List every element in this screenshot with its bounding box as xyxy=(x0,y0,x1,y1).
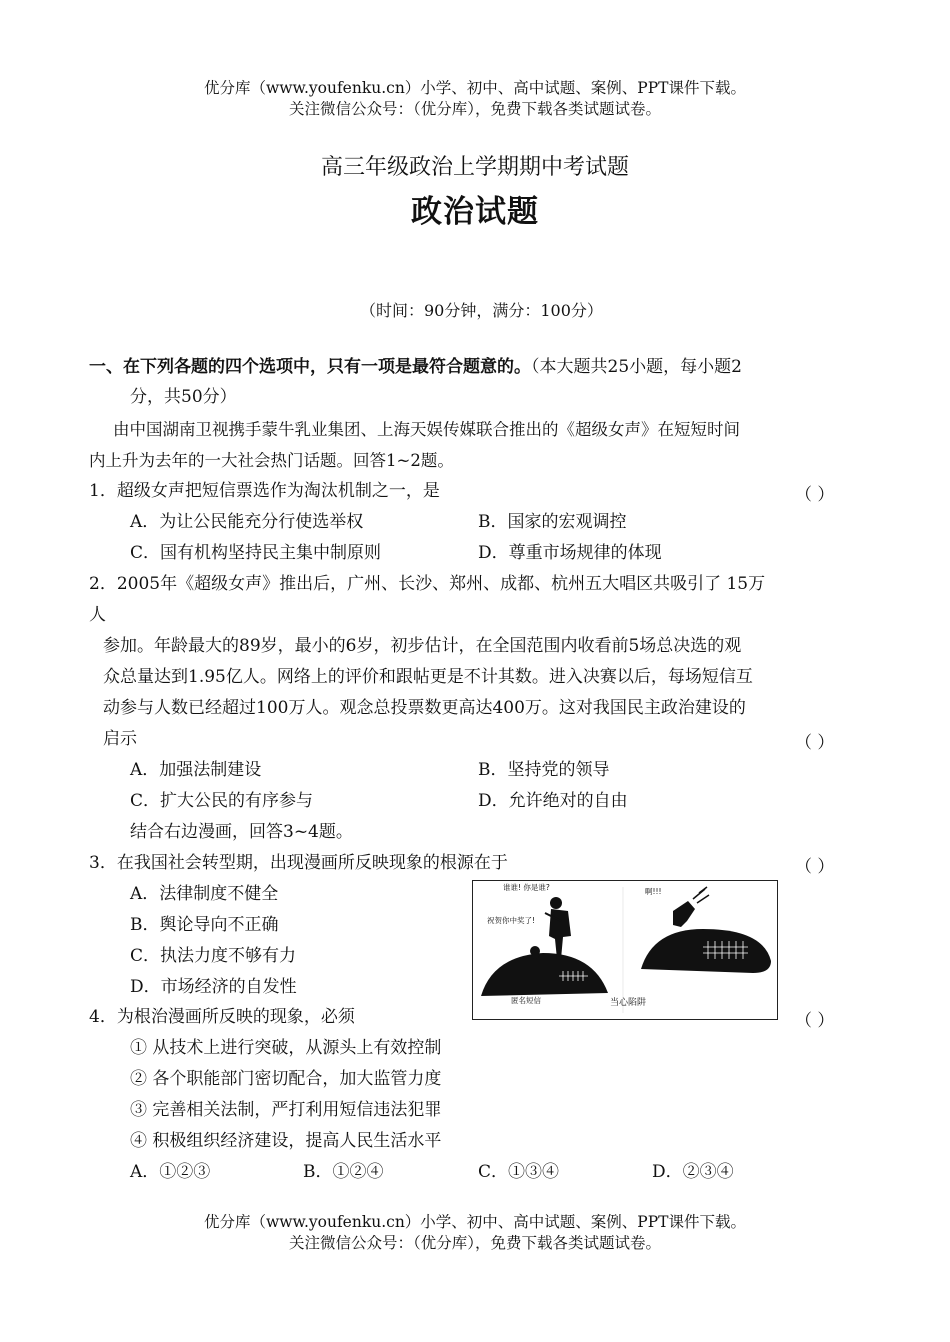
q4-item-1: ① 从技术上进行突破，从源头上有效控制 xyxy=(130,1038,442,1058)
q4-item-4: ④ 积极组织经济建设，提高人民生活水平 xyxy=(130,1131,442,1151)
cartoon-image xyxy=(472,880,778,1020)
exam-time: （时间：90分钟，满分：100分） xyxy=(360,301,603,320)
cartoon-hill-left xyxy=(481,953,608,996)
q4-stem: 4．为根治漫画所反映的现象，必须 xyxy=(89,1007,355,1027)
q4-option-d[interactable]: D．②③④ xyxy=(652,1162,734,1182)
q2-line-3: 参加。年龄最大的89岁，最小的6岁，初步估计，在全国范围内收看前5场总决选的观 xyxy=(103,636,742,656)
passage-line-1: 由中国湖南卫视携手蒙牛乳业集团、上海天娱传媒联合推出的《超级女声》在短短时间 xyxy=(113,420,740,439)
cartoon-bubble-1: 谁谁! 你是谁? xyxy=(503,883,550,892)
q2-line-5: 动参与人数已经超过100万人。观念总投票数更高达400万。这对我国民主政治建设的 xyxy=(103,698,746,718)
q4-item-2: ② 各个职能部门密切配合，加大监管力度 xyxy=(130,1069,442,1089)
q4-item-3: ③ 完善相关法制，严打利用短信违法犯罪 xyxy=(130,1100,442,1120)
section-note-b: 分，共50分） xyxy=(130,387,237,407)
q2-option-c[interactable]: C．扩大公民的有序参与 xyxy=(130,791,314,811)
q1-option-a[interactable]: A．为让公民能充分行使选举权 xyxy=(130,512,364,532)
section-note-a: （本大题共25小题，每小题2 xyxy=(531,357,742,377)
q3-option-c[interactable]: C．执法力度不够有力 xyxy=(130,946,297,966)
section-heading xyxy=(89,356,742,378)
q3-option-b[interactable]: B．舆论导向不正确 xyxy=(130,915,279,935)
cartoon-caption-right: 当心陷阱 xyxy=(610,998,647,1008)
q2-option-a[interactable]: A．加强法制建设 xyxy=(130,760,262,780)
q3-option-d[interactable]: D．市场经济的自发性 xyxy=(130,977,297,997)
q2-line-2: 人 xyxy=(89,605,106,625)
cartoon-intro: 结合右边漫画，回答3~4题。 xyxy=(130,822,353,842)
cartoon-drawing xyxy=(473,881,777,1019)
q2-answer-blank[interactable]: （ ） xyxy=(795,733,835,753)
q1-option-b[interactable]: B．国家的宏观调控 xyxy=(478,512,627,532)
q1-option-c[interactable]: C．国有机构坚持民主集中制原则 xyxy=(130,543,382,563)
q1-stem: 1．超级女声把短信票选作为淘汰机制之一，是 xyxy=(89,481,440,501)
q1-option-d[interactable]: D．尊重市场规律的体现 xyxy=(478,543,662,563)
cartoon-standing-figure xyxy=(550,897,562,909)
q4-option-a[interactable]: A．①②③ xyxy=(130,1162,211,1182)
passage-line-2: 内上升为去年的一大社会热门话题。回答1~2题。 xyxy=(89,451,454,470)
cartoon-bubble-2: 祝贺你中奖了! xyxy=(487,916,536,925)
cartoon-small-figure xyxy=(530,946,540,956)
q2-option-d[interactable]: D．允许绝对的自由 xyxy=(478,791,628,811)
q1-answer-blank[interactable]: （ ） xyxy=(795,485,835,505)
header-line-1: 优分库（www.youfenku.cn）小学、初中、高中试题、案例、PPT课件下载。 xyxy=(203,79,747,97)
exam-title: 政治试题 xyxy=(411,194,539,230)
footer-line-1: 优分库（www.youfenku.cn）小学、初中、高中试题、案例、PPT课件下载。 xyxy=(203,1213,747,1231)
cartoon-bubble-3: 啊!!! xyxy=(645,887,662,896)
q2-line-4: 众总量达到1.95亿人。网络上的评价和跟帖更是不计其数。进入决赛以后，每场短信互 xyxy=(103,667,753,687)
header-line-2: 关注微信公众号：（优分库），免费下载各类试题试卷。 xyxy=(288,100,661,118)
q3-answer-blank[interactable]: （ ） xyxy=(795,857,835,877)
footer-line-2: 关注微信公众号：（优分库），免费下载各类试题试卷。 xyxy=(288,1234,661,1252)
q4-option-c[interactable]: C．①③④ xyxy=(478,1162,560,1182)
cartoon-hill-right xyxy=(641,929,771,973)
exam-subtitle: 高三年级政治上学期期中考试题 xyxy=(320,155,629,180)
q2-line-6: 启示 xyxy=(103,729,137,749)
q3-stem: 3．在我国社会转型期，出现漫画所反映现象的根源在于 xyxy=(89,853,508,873)
q3-option-a[interactable]: A．法律制度不健全 xyxy=(130,884,279,904)
q2-option-b[interactable]: B．坚持党的领导 xyxy=(478,760,610,780)
q2-line-1: 2．2005年《超级女声》推出后，广州、长沙、郑州、成都、杭州五大唱区共吸引了 15万 xyxy=(89,574,766,594)
q4-option-b[interactable]: B．①②④ xyxy=(303,1162,384,1182)
cartoon-falling-figure xyxy=(673,901,695,927)
q4-answer-blank[interactable]: （ ） xyxy=(795,1011,835,1031)
section-heading-text: 一、在下列各题的四个选项中，只有一项是最符合题意的。 xyxy=(89,357,531,377)
cartoon-caption-left: 匿名短信 xyxy=(511,996,541,1005)
